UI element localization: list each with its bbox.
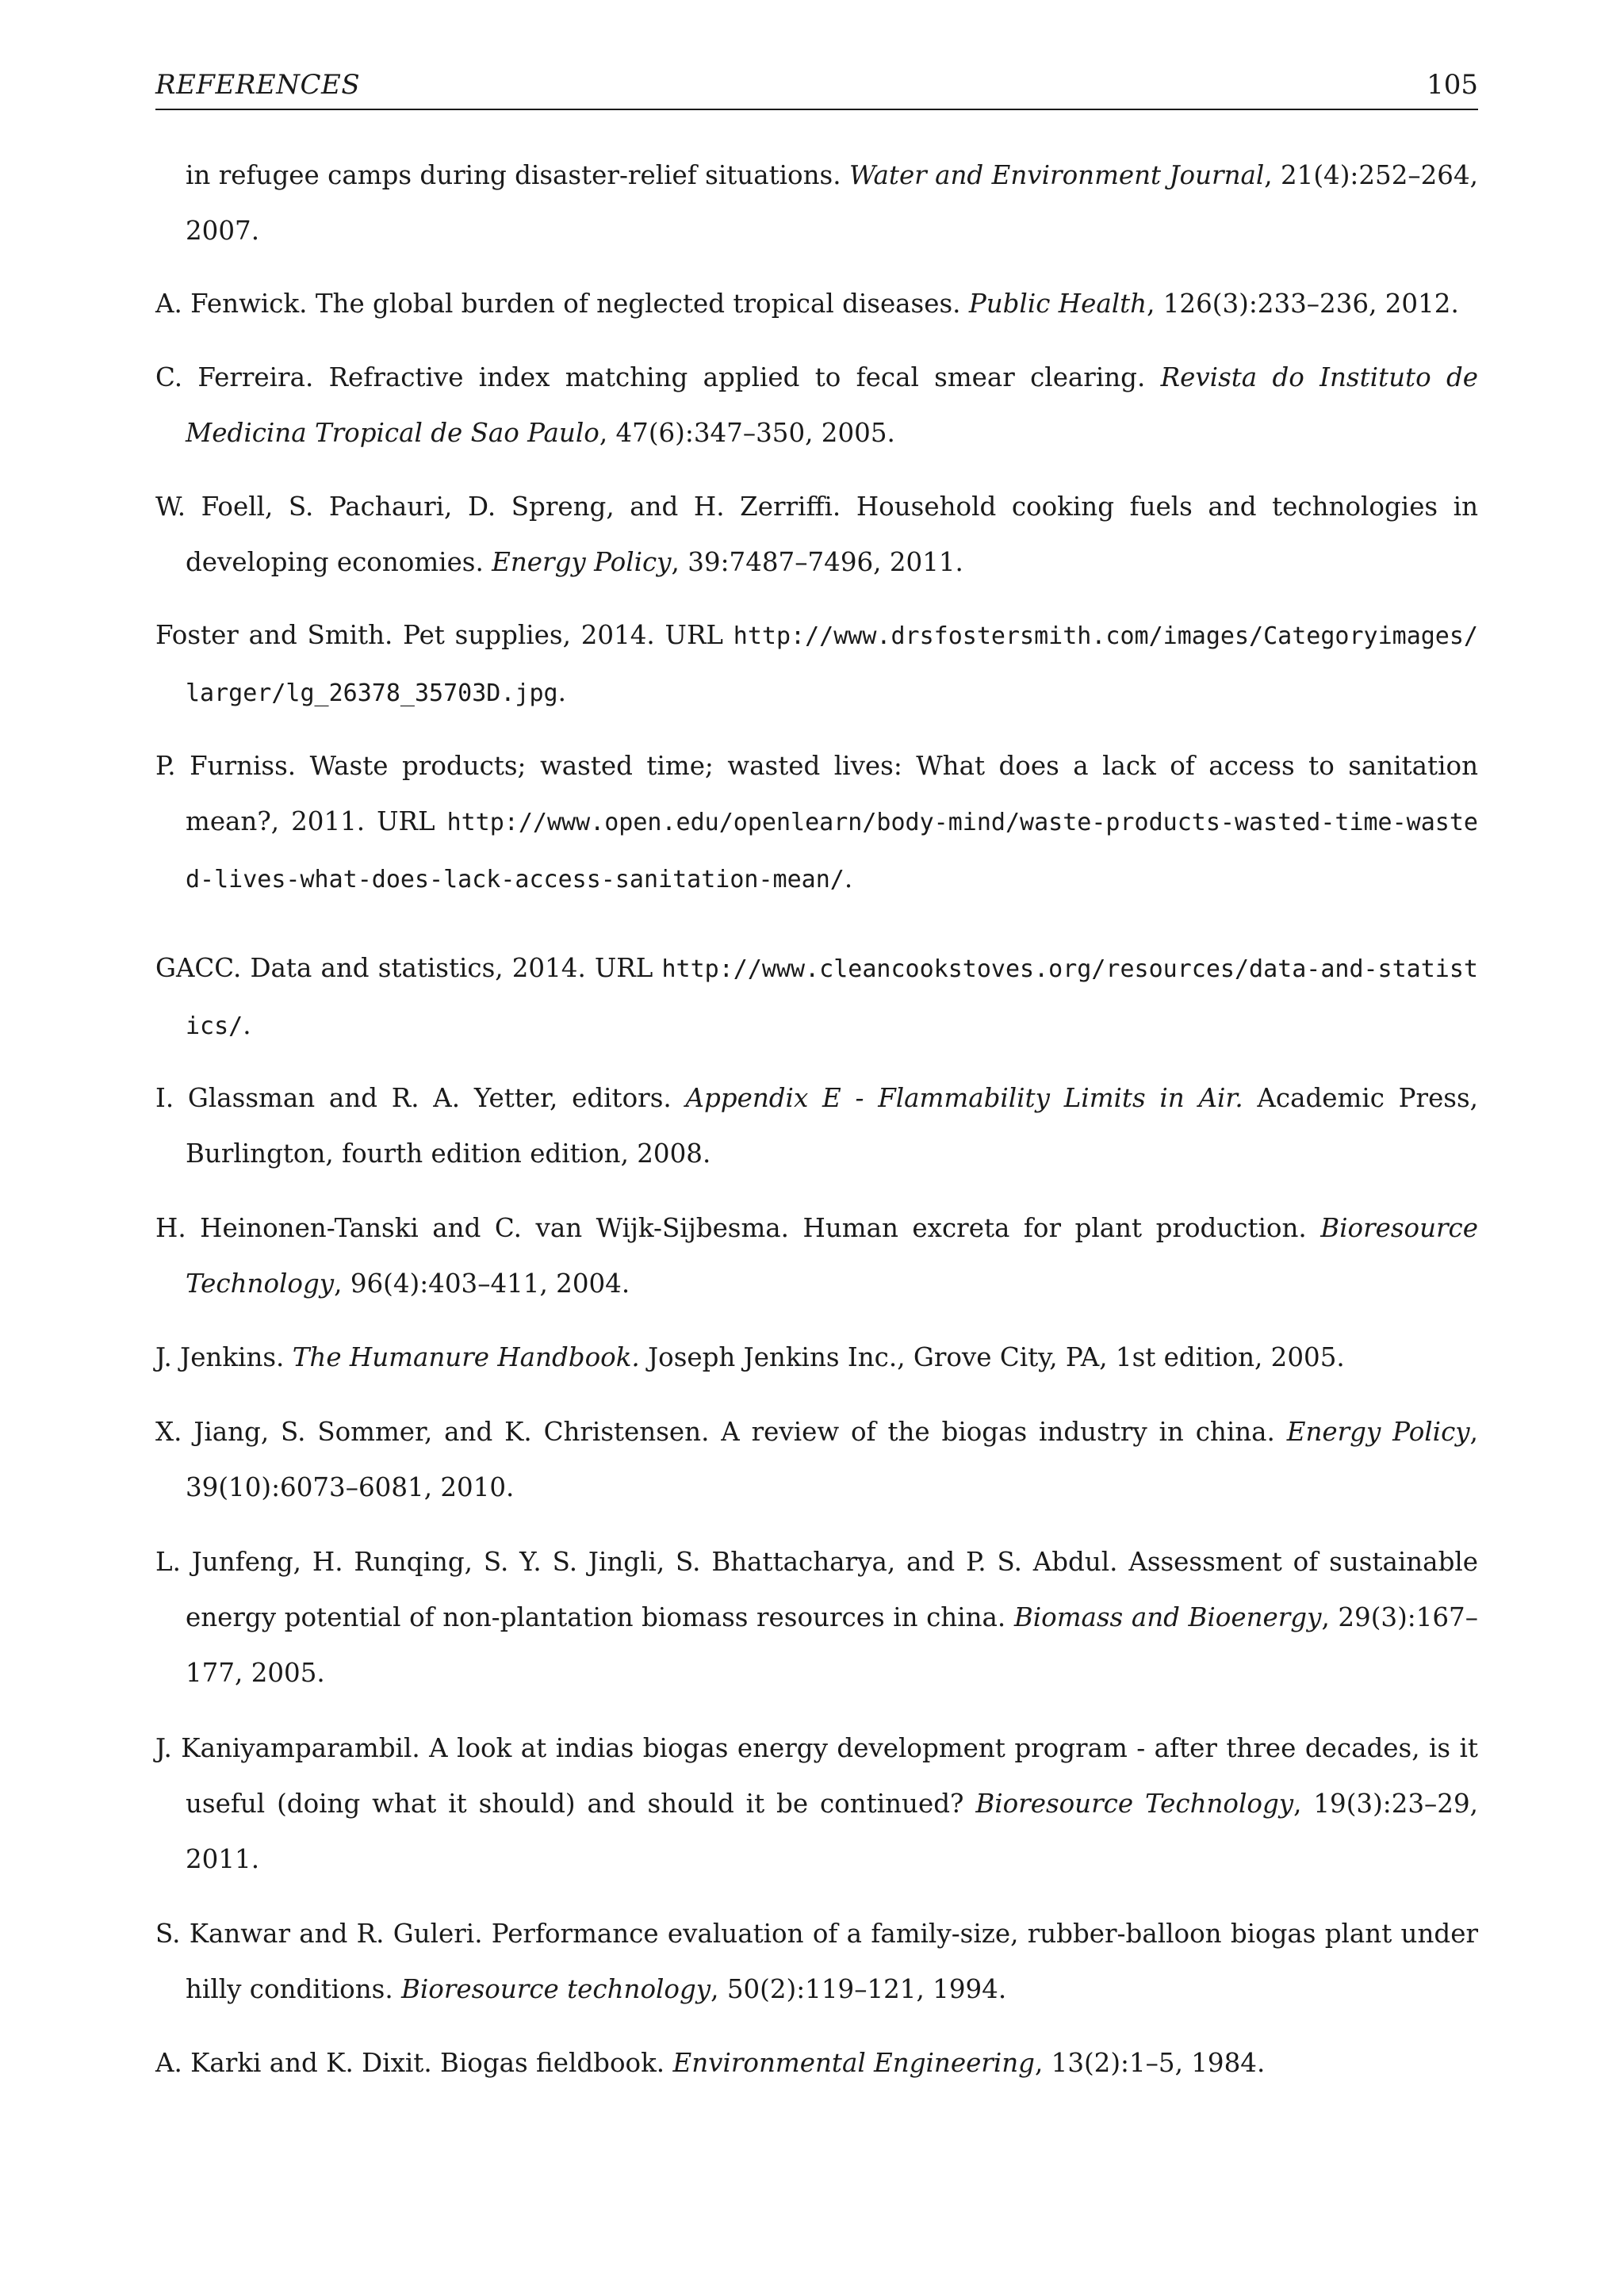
reference-entry — [155, 276, 1478, 331]
reference-text: in refugee camps during disaster-relief situations. — [186, 160, 849, 190]
reference-text: C. Ferreira. Refractive index matching applied to fecal smear clearing. — [155, 362, 1161, 392]
reference-entry — [155, 738, 1478, 908]
reference-details: , 19(3):23–29, 2011. — [186, 1789, 1478, 1874]
section-title: REFERENCES — [155, 69, 361, 101]
reference-text: A. Fenwick. The global burden of neglected tropical diseases. — [155, 289, 969, 319]
reference-venue: Bioresource technology — [401, 1974, 711, 2004]
reference-entry — [155, 1070, 1478, 1181]
reference-entry — [155, 2035, 1478, 2091]
reference-venue: Bioresource Technology — [975, 1789, 1294, 1819]
reference-text: H. Heinonen-Tanski and C. van Wijk-Sijbesma. Human excreta for plant production. — [155, 1213, 1321, 1243]
reference-entry — [155, 1906, 1478, 2017]
reference-text: P. Furniss. Waste products; wasted time; wasted lives: What does a lack of access to sanitation mean?, 2011. URL — [155, 751, 1478, 836]
reference-details: , 50(2):119–121, 1994. — [710, 1974, 1007, 2004]
reference-entry — [155, 1330, 1478, 1385]
reference-entry — [155, 1200, 1478, 1311]
reference-text: A. Karki and K. Dixit. Biogas fieldbook. — [155, 2048, 673, 2078]
reference-venue: Water and Environment Journal — [848, 160, 1265, 190]
reference-entry — [155, 350, 1478, 461]
reference-url-link[interactable]: http://www.cleancookstoves.org/resources/data-and-statistics/ — [186, 955, 1478, 1040]
reference-details: . — [844, 863, 853, 894]
reference-url-link[interactable]: http://www.drsfostersmith.com/images/Categoryimages/larger/lg_26378_35703D.jpg — [186, 622, 1478, 707]
reference-details: , 39:7487–7496, 2011. — [671, 547, 963, 577]
reference-details: , 29(3):167–177, 2005. — [186, 1602, 1478, 1688]
reference-details: , 126(3):233–236, 2012. — [1147, 289, 1459, 319]
reference-text: GACC. Data and statistics, 2014. URL — [155, 953, 662, 983]
reference-text: J. Jenkins. — [155, 1342, 293, 1372]
reference-text: I. Glassman and R. A. Yetter, editors. — [155, 1083, 686, 1113]
reference-details: Academic Press, Burlington, fourth edition edition, 2008. — [186, 1083, 1478, 1169]
reference-text: L. Junfeng, H. Runqing, S. Y. S. Jingli, S. Bhattacharya, and P. S. Abdul. Assessment of sustainable energy potential of non-plantation biomass resources in china. — [155, 1547, 1478, 1632]
reference-venue: Biomass and Bioenergy — [1013, 1602, 1322, 1632]
reference-text: S. Kanwar and R. Guleri. Performance evaluation of a family-size, rubber-balloon biogas plant under hilly conditions. — [155, 1919, 1478, 2004]
reference-text: J. Kaniyamparambil. A look at indias biogas energy development program - after three decades, is it useful (doing what it should) and should it be continued? — [155, 1733, 1478, 1819]
running-header — [155, 65, 1478, 105]
reference-entry — [155, 940, 1478, 1054]
reference-details: , 21(4):252–264, 2007. — [186, 160, 1478, 246]
reference-entry — [155, 1534, 1478, 1701]
reference-venue: Bioresource Technology — [186, 1213, 1478, 1299]
reference-details: Joseph Jenkins Inc., Grove City, PA, 1st edition, 2005. — [639, 1342, 1345, 1372]
reference-text: W. Foell, S. Pachauri, D. Spreng, and H. Zerriffi. Household cooking fuels and technologies in developing economies. — [155, 492, 1478, 577]
reference-details: . — [557, 677, 566, 707]
page-number: 105 — [1427, 69, 1478, 101]
reference-text: X. Jiang, S. Sommer, and K. Christensen. A review of the biogas industry in china. — [155, 1417, 1287, 1447]
reference-entry — [155, 1720, 1478, 1887]
reference-entry — [155, 607, 1478, 721]
reference-details: . — [243, 1010, 251, 1040]
reference-details: , 96(4):403–411, 2004. — [334, 1269, 630, 1299]
reference-details: , 39(10):6073–6081, 2010. — [186, 1417, 1478, 1502]
header-rule — [155, 109, 1478, 110]
reference-entry — [155, 479, 1478, 590]
reference-venue: Public Health — [968, 289, 1147, 319]
reference-text: Foster and Smith. Pet supplies, 2014. URL — [155, 620, 733, 650]
reference-url-link[interactable]: http://www.open.edu/openlearn/body-mind/waste-products-wasted-time-wasted-lives-what-does-lack-access-sanitation-mean/ — [186, 809, 1478, 894]
reference-entry — [155, 147, 1478, 258]
reference-venue: Environmental Engineering — [672, 2048, 1035, 2078]
reference-entry — [155, 1404, 1478, 1515]
reference-venue: Energy Policy — [492, 547, 672, 577]
reference-venue: Appendix E - Flammability Limits in Air. — [685, 1083, 1243, 1113]
reference-venue: Energy Policy — [1286, 1417, 1470, 1447]
reference-details: , 47(6):347–350, 2005. — [599, 418, 895, 448]
reference-venue: The Humanure Handbook. — [292, 1342, 640, 1372]
reference-details: , 13(2):1–5, 1984. — [1034, 2048, 1266, 2078]
reference-venue: Revista do Instituto de Medicina Tropical de Sao Paulo — [186, 362, 1479, 448]
